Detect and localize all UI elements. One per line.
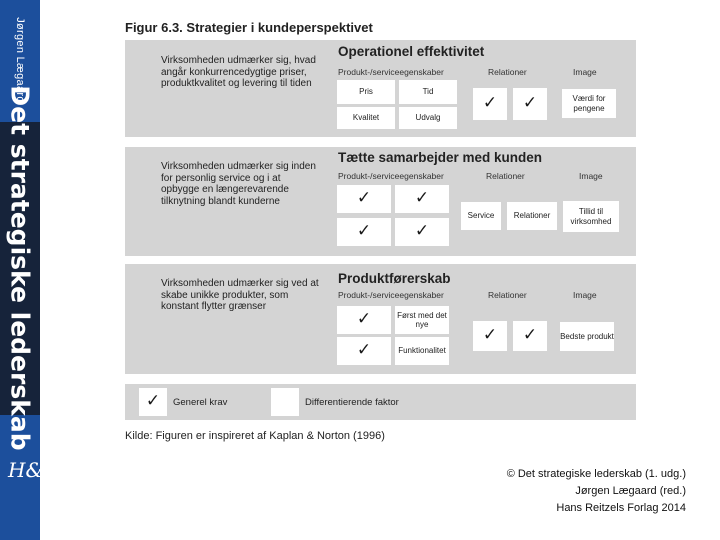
- panel-heading: Tætte samarbejder med kunden: [338, 150, 543, 165]
- figure-title: Figur 6.3. Strategier i kundeperspektivet: [125, 20, 373, 35]
- copyright-line: Hans Reitzels Forlag 2014: [556, 502, 686, 514]
- panel-description: Virksomheden udmærker sig inden for personlig service og i at opbygge en længerevarende tilknytning blandt kunderne: [161, 161, 316, 207]
- copyright-line: © Det strategiske lederskab (1. udg.): [506, 468, 686, 480]
- panel-heading: Operationel effektivitet: [338, 44, 485, 59]
- copyright-block: [507, 466, 686, 517]
- image-cell: Tillid til virksomhed: [563, 201, 619, 232]
- figure-legend: [125, 384, 636, 420]
- product-check: ✓: [337, 337, 391, 365]
- product-cell: Kvalitet: [337, 107, 395, 129]
- product-check: ✓: [337, 185, 391, 213]
- strategy-panel-customer-intimacy: [125, 147, 636, 256]
- product-cell: Udvalg: [399, 107, 457, 129]
- col-label-product: Produkt-/serviceegenskaber: [338, 171, 444, 181]
- panel-heading: Produktførerskab: [338, 271, 451, 286]
- relation-check: ✓: [473, 88, 507, 120]
- col-label-image: Image: [573, 67, 597, 77]
- image-cell: Bedste produkt: [560, 322, 614, 351]
- figure-source: Kilde: Figuren er inspireret af Kaplan & Norton (1996): [125, 430, 385, 442]
- product-cell: Først med det nye: [395, 306, 449, 334]
- publisher-logo: H&R: [8, 458, 59, 482]
- col-label-product: Produkt-/serviceegenskaber: [338, 290, 444, 300]
- spine-author: Jørgen Lægaard: [14, 17, 26, 103]
- legend-check-swatch: ✓: [139, 388, 167, 416]
- image-cell: Værdi for pengene: [562, 89, 616, 118]
- copyright-line: Jørgen Lægaard (red.): [575, 485, 686, 497]
- strategy-panel-product-leadership: [125, 264, 636, 374]
- relation-cell: Service: [461, 202, 501, 230]
- col-label-relations: Relationer: [486, 171, 525, 181]
- col-label-relations: Relationer: [488, 290, 527, 300]
- col-label-image: Image: [579, 171, 603, 181]
- relation-check: ✓: [513, 88, 547, 120]
- legend-blank-swatch: [271, 388, 299, 416]
- product-cell: Pris: [337, 80, 395, 104]
- product-check: ✓: [337, 306, 391, 334]
- col-label-relations: Relationer: [488, 67, 527, 77]
- relation-check: ✓: [513, 321, 547, 351]
- col-label-image: Image: [573, 290, 597, 300]
- product-cell: Funktionalitet: [395, 337, 449, 365]
- spine-book-title: Det strategiske lederskab: [5, 85, 35, 451]
- product-check: ✓: [395, 218, 449, 246]
- relation-check: ✓: [473, 321, 507, 351]
- panel-description: Virksomheden udmærker sig, hvad angår konkurrencedygtige priser, produktkvalitet og levering til tiden: [161, 55, 316, 89]
- col-label-product: Produkt-/serviceegenskaber: [338, 67, 444, 77]
- product-check: ✓: [395, 185, 449, 213]
- product-check: ✓: [337, 218, 391, 246]
- relation-cell: Relationer: [507, 202, 557, 230]
- legend-general-label: Generel krav: [173, 397, 228, 408]
- book-spine: [0, 0, 59, 540]
- legend-differentiating-label: Differentierende faktor: [305, 397, 399, 408]
- panel-description: Virksomheden udmærker sig ved at skabe unikke produkter, som konstant flytter grænser: [161, 278, 319, 312]
- product-cell: Tid: [399, 80, 457, 104]
- strategy-panel-operational: [125, 40, 636, 137]
